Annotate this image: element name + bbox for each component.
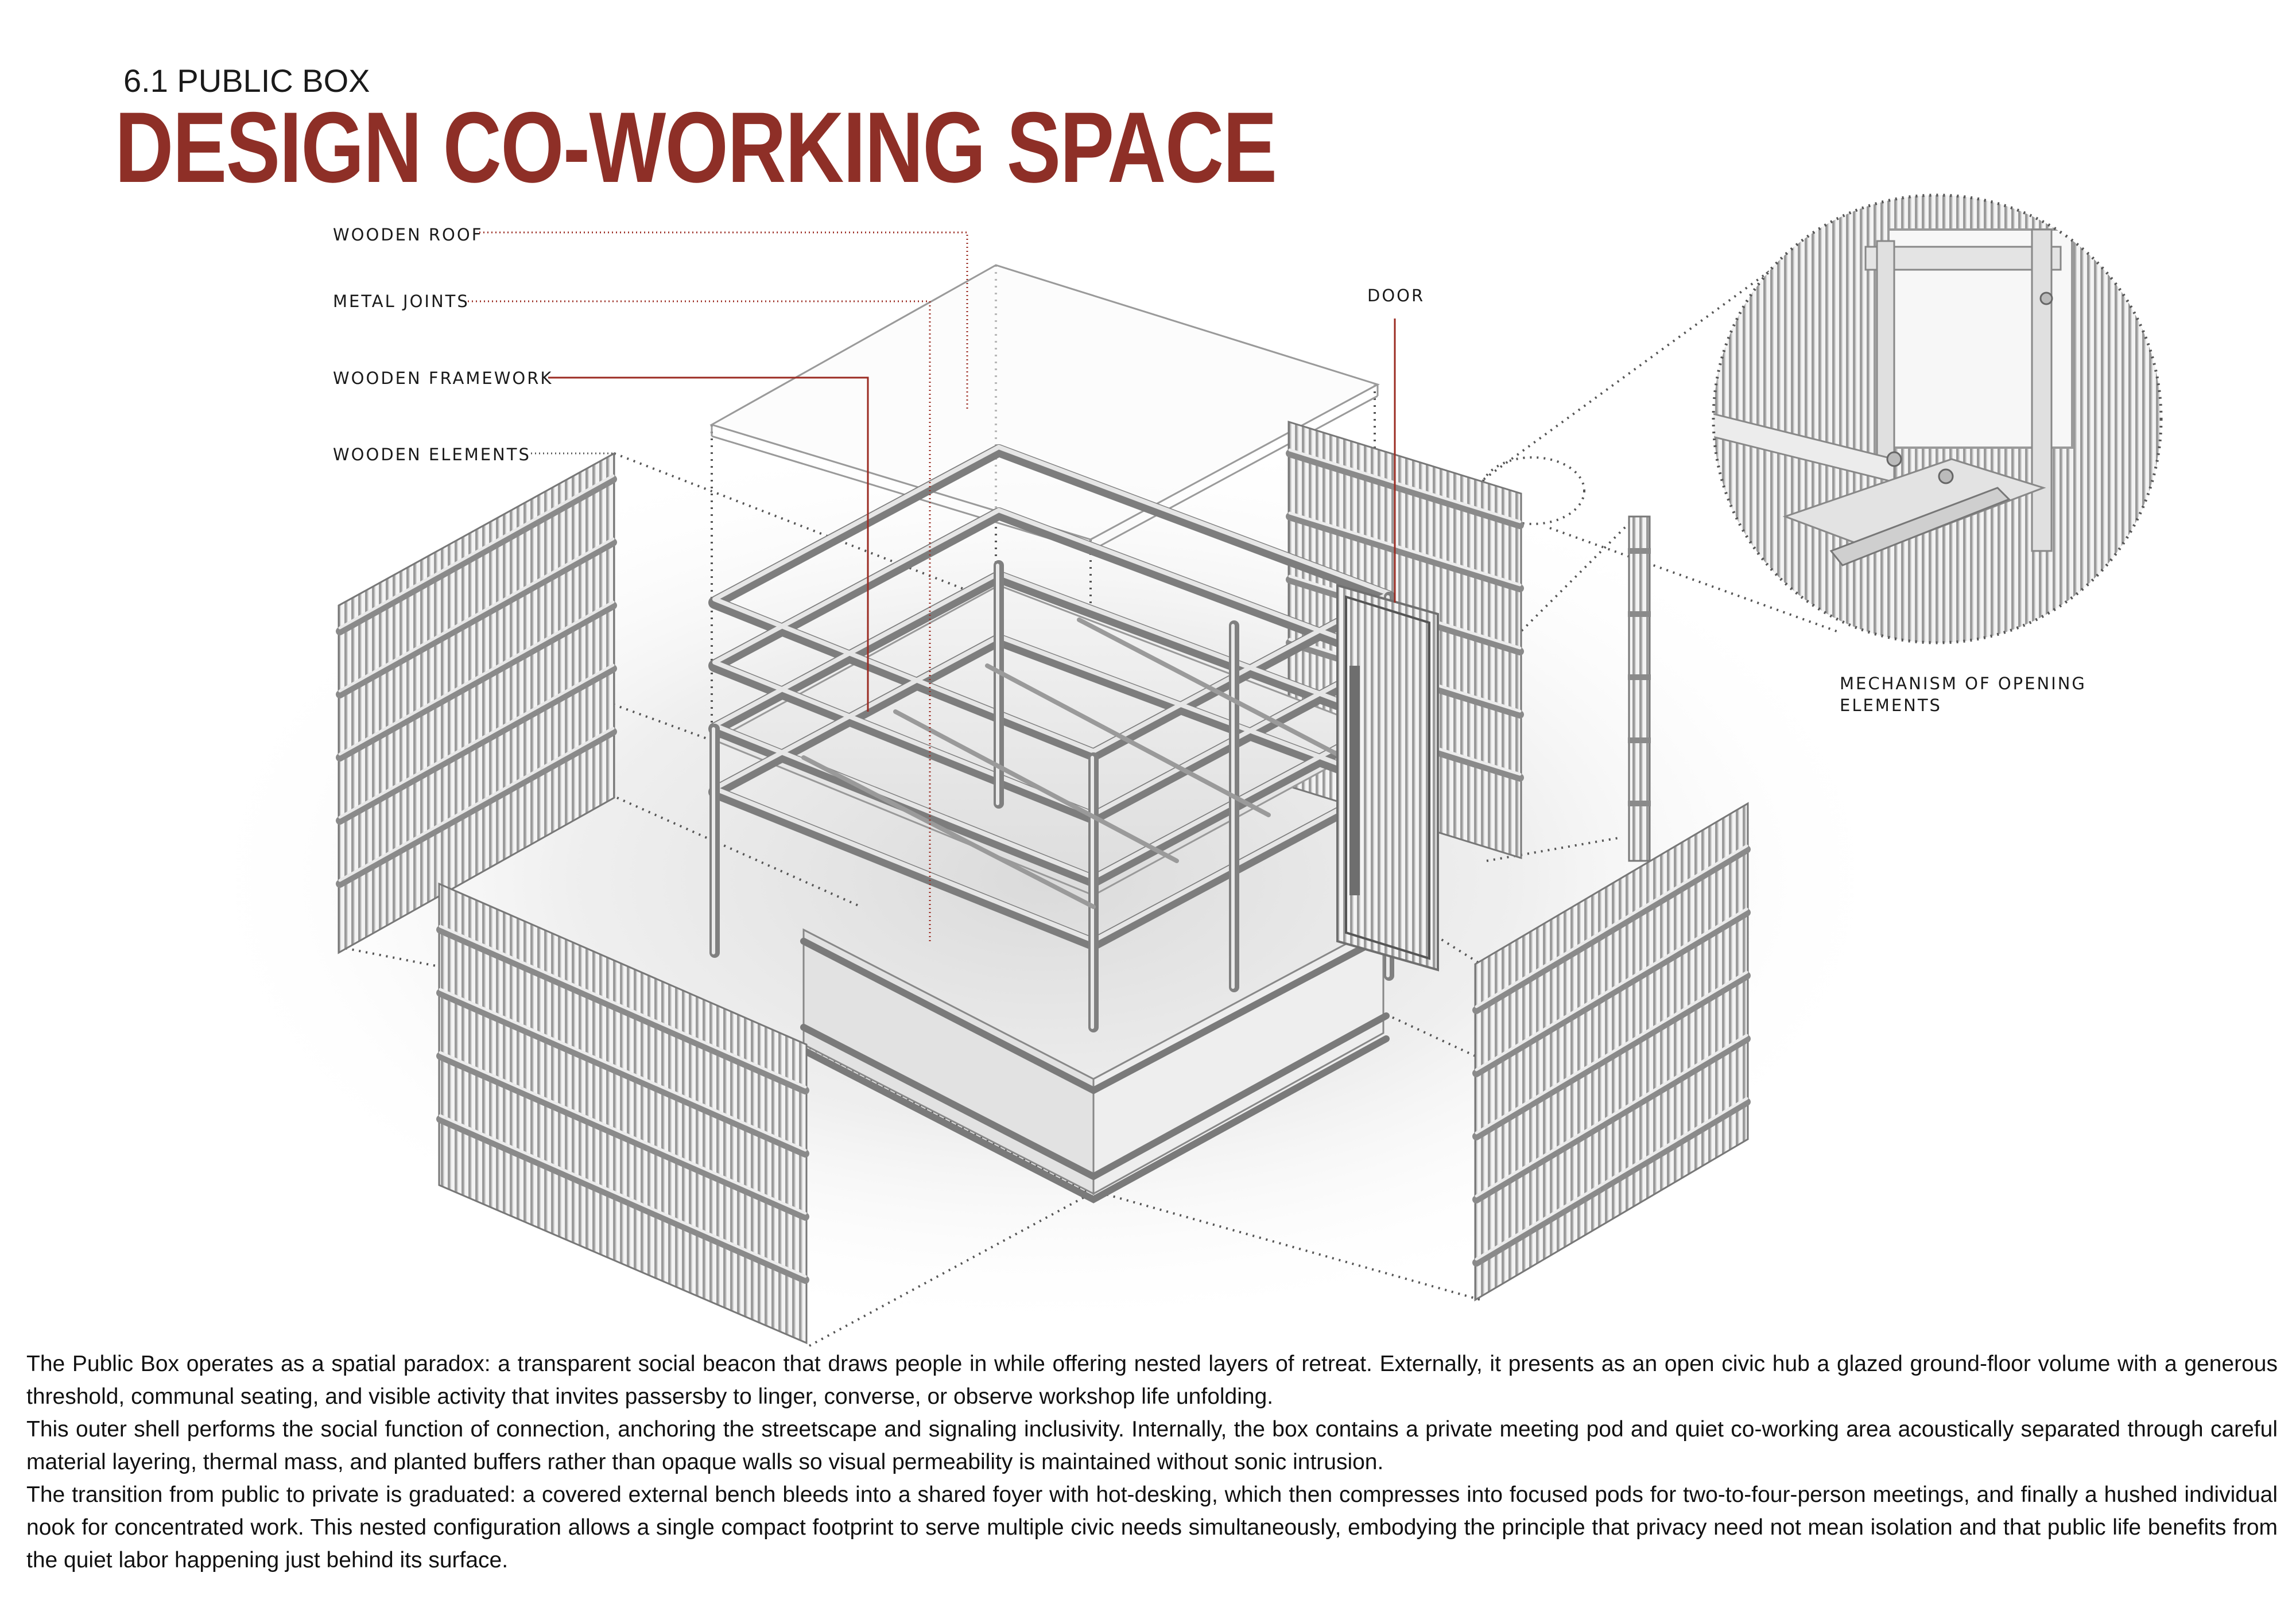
description-paragraph: The Public Box operates as a spatial paradox: a transparent social beacon that draws people in while offering nested layers of retreat. Externally, it presents as an open civic hub a glazed ground-floor volume with a generous threshold, communal seating, and visible activity that invites passersby to linger, converse, or observe workshop life unfolding. <box>26 1352 2278 1409</box>
opening-element-strip <box>1628 517 1651 861</box>
label-wooden-roof: WOODEN ROOF <box>333 225 483 244</box>
description-text <box>26 1348 2278 1577</box>
mechanism-detail-circle <box>1711 189 2170 649</box>
label-door: DOOR <box>1367 286 1425 305</box>
description-paragraph: The transition from public to private is graduated: a covered external bench bleeds into a shared foyer with hot-desking, which then compresses into focused pods for two-to-four-person meetings, and finally a hushed individual nook for concentrated work. This nested configuration allows a single compact footprint to serve multiple civic needs simultaneously, embodying the principle that privacy need not mean isolation and that public life benefits from the quiet labor happening just behind its surface. <box>26 1482 2278 1572</box>
label-mechanism: MECHANISM OF OPENING ELEMENTS <box>1840 674 2086 715</box>
section-subtitle: 6.1 PUBLIC BOX <box>123 63 370 99</box>
page-title: DESIGN CO-WORKING SPACE <box>115 92 1277 204</box>
description-paragraph: This outer shell performs the social function of connection, anchoring the streetscape and signaling inclusivity. Internally, the box contains a private meeting pod and quiet co-working area acoustically separated through careful material layering, thermal mass, and planted buffers rather than opaque walls so visual permeability is maintained without sonic intrusion. <box>26 1417 2278 1474</box>
label-wooden-elements: WOODEN ELEMENTS <box>333 445 531 464</box>
door-panel <box>1337 585 1438 970</box>
label-wooden-framework: WOODEN FRAMEWORK <box>333 368 553 388</box>
label-metal-joints: METAL JOINTS <box>333 292 470 311</box>
